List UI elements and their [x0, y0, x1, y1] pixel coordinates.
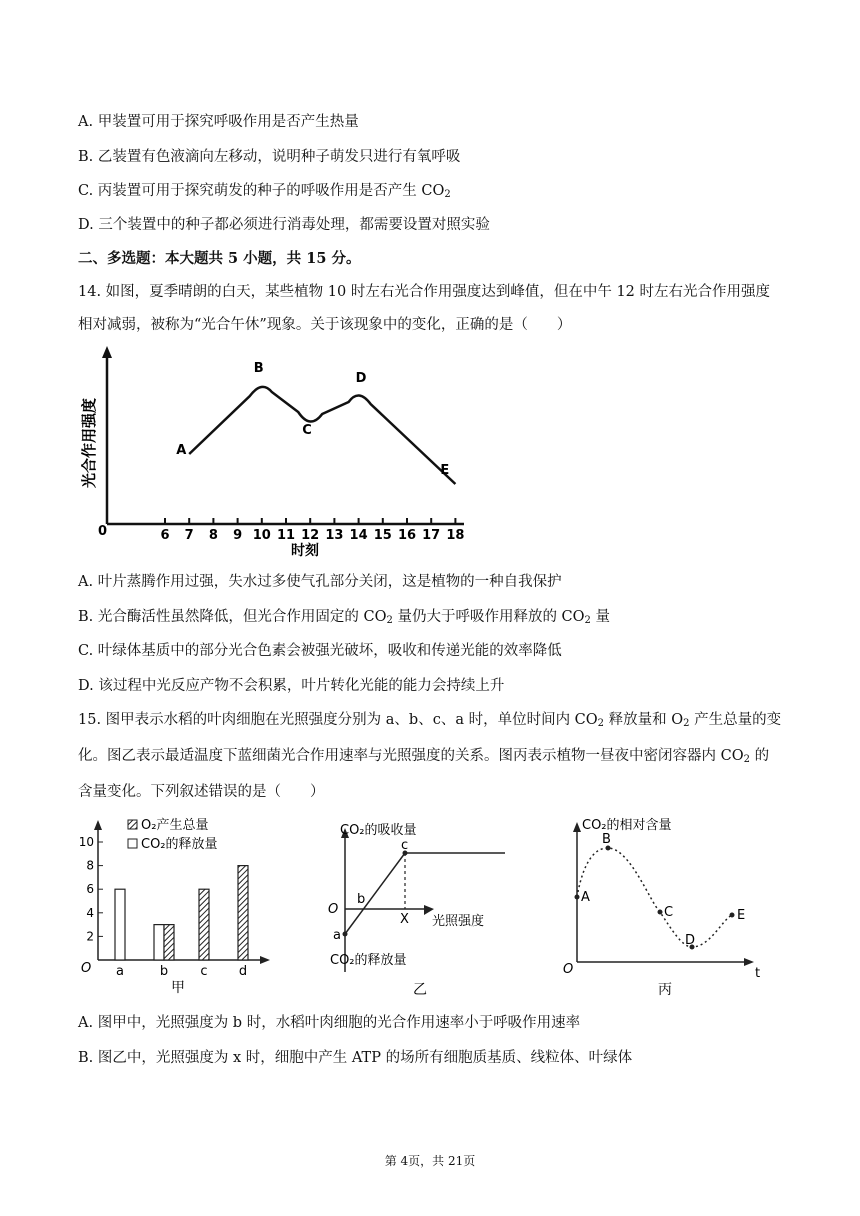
- q14-option-b-part2: 量仍大于呼吸作用释放的 CO: [392, 609, 585, 625]
- label-c: c: [401, 838, 409, 853]
- x-tick-label: 11: [276, 528, 296, 543]
- q15-stem: [78, 704, 783, 809]
- point-label-E: E: [440, 463, 450, 478]
- sub-2: 2: [386, 615, 393, 626]
- point-label-D: D: [355, 371, 367, 386]
- q15-stem-part3: 产生总量的变化。图乙表示最适温度下蓝细菌光合作用速率与光照强度的关系。图丙表示植物一昼夜中密闭容器内 CO: [78, 712, 782, 764]
- x-tick-label: 9: [233, 528, 243, 543]
- x-label-b: b: [159, 964, 169, 979]
- q13-option-d: D. 三个装置中的种子都必须进行消毒处理，都需要设置对照实验: [78, 217, 490, 233]
- q13-option-a: A. 甲装置可用于探究呼吸作用是否产生热量: [78, 114, 359, 130]
- x-tick-label: 15: [373, 528, 392, 543]
- label-a: a: [333, 928, 341, 943]
- y-tick-label: 10: [78, 835, 94, 849]
- bing-curve: [577, 848, 732, 947]
- q13-option-b: B. 乙装置有色液滴向左移动，说明种子萌发只进行有氧呼吸: [78, 149, 461, 165]
- yi-rising-line: [345, 853, 405, 934]
- q15-stem-part4: 的含量变化。下列叙述错误的是（ ）: [78, 748, 770, 800]
- x-axis-label: 时刻: [291, 543, 319, 559]
- x-tick-label: 17: [422, 528, 441, 543]
- q14-option-a: A. 叶片蒸腾作用过强，失水过多使气孔部分关闭，这是植物的一种自我保护: [78, 574, 562, 590]
- label-C: C: [664, 905, 674, 920]
- caption-bing: 丙: [658, 982, 672, 998]
- label-b: b: [357, 892, 366, 907]
- yi-ylabel-bottom: CO₂的释放量: [330, 953, 407, 968]
- bar-co2-a: [115, 889, 125, 960]
- y-tick-label: 4: [86, 905, 94, 920]
- x-tick-label: 13: [325, 528, 344, 543]
- x-label-c: c: [200, 964, 208, 979]
- origin-label: O: [81, 961, 92, 976]
- point-label-B: B: [253, 361, 264, 376]
- legend-co2: CO₂的释放量: [141, 837, 218, 852]
- bing-ylabel: CO₂的相对含量: [582, 818, 672, 833]
- point-a: [343, 932, 348, 937]
- x-tick-label: 10: [252, 528, 271, 543]
- sub-2: 2: [597, 718, 605, 729]
- bing-xlabel: t: [755, 966, 761, 981]
- point-C: [658, 910, 663, 915]
- bar-o2-d: [238, 866, 248, 960]
- q14-option-b-part3: 量: [590, 609, 611, 625]
- bar-o2-c: [199, 889, 209, 960]
- label-D: D: [685, 933, 696, 948]
- caption-yi: 乙: [413, 982, 427, 998]
- origin-label: O: [563, 962, 574, 977]
- q13-option-c: [78, 181, 451, 205]
- photosynthesis-curve: [189, 387, 455, 484]
- fig-yi: [320, 812, 520, 1002]
- caption-jia: 甲: [171, 980, 185, 996]
- y-tick-label: 2: [86, 929, 94, 944]
- point-label-A: A: [176, 443, 187, 458]
- q14-option-c: C. 叶绿体基质中的部分光合色素会被强光破坏，吸收和传递光能的效率降低: [78, 643, 562, 659]
- section-title: 二、多选题：本大题共 5 小题，共 15 分。: [78, 250, 361, 267]
- yi-ylabel-top: CO₂的吸收量: [340, 823, 417, 838]
- label-A: A: [581, 890, 590, 905]
- bar-o2-b: [164, 925, 174, 960]
- q14-chart: [80, 340, 480, 560]
- x-tick-label: 16: [397, 528, 417, 543]
- x-tick-label: 18: [446, 528, 465, 543]
- point-label-C: C: [302, 423, 312, 438]
- bar-co2-b: [154, 925, 164, 960]
- page-footer: 第 4页，共 21页: [384, 1154, 476, 1168]
- q14-stem: 14. 如图，夏季晴朗的白天，某些植物 10 时左右光合作用强度达到峰值，但在中午 12 时左右光合作用强度相对减弱，被称为“光合午休”现象。关于该现象中的变化，正确的是（ ）: [78, 284, 771, 333]
- q15-stem-part1: 15. 图甲表示水稻的叶肉细胞在光照强度分别为 a、b、c、a 时，单位时间内 CO: [78, 712, 598, 728]
- origin-label: 0: [98, 524, 108, 539]
- y-axis-arrow: [94, 820, 102, 830]
- origin-label: O: [328, 902, 339, 917]
- fig-jia: [78, 812, 278, 1002]
- y-axis-arrow: [102, 346, 112, 358]
- legend-swatch-o2: [128, 820, 137, 829]
- legend-swatch-co2: [128, 839, 137, 848]
- x-tick-label: 7: [184, 528, 194, 543]
- point-A: [575, 895, 580, 900]
- x-label-d: d: [238, 964, 248, 979]
- x-tick-label: 14: [349, 528, 368, 543]
- y-axis-label: 光合作用强度: [80, 397, 98, 488]
- y-tick-label: 6: [86, 882, 94, 897]
- label-x: X: [400, 912, 409, 927]
- q14-option-b: [78, 607, 610, 631]
- x-axis-arrow: [260, 956, 270, 964]
- x-tick-label: 8: [208, 528, 218, 543]
- y-axis-arrow: [573, 822, 581, 832]
- q15-option-a: A. 图甲中，光照强度为 b 时，水稻叶肉细胞的光合作用速率小于呼吸作用速率: [78, 1015, 581, 1031]
- x-tick-label: 12: [301, 528, 320, 543]
- x-tick-label: 6: [160, 528, 170, 543]
- legend-o2: O₂产生总量: [141, 818, 209, 833]
- q15-option-b: B. 图乙中，光照强度为 x 时，细胞中产生 ATP 的场所有细胞质基质、线粒体、叶绿体: [78, 1050, 633, 1066]
- q14-option-b-part1: B. 光合酶活性虽然降低，但光合作用固定的 CO: [78, 609, 387, 625]
- label-B: B: [602, 832, 611, 847]
- sub-2: 2: [584, 615, 591, 626]
- q13-option-c-text: C. 丙装置可用于探究萌发的种子的呼吸作用是否产生 CO: [78, 183, 445, 199]
- q14-option-d: D. 该过程中光反应产物不会积累，叶片转化光能的能力会持续上升: [78, 678, 505, 694]
- sub-2: 2: [683, 718, 690, 729]
- y-tick-label: 8: [86, 858, 94, 873]
- x-axis-arrow: [744, 958, 754, 966]
- fig-bing: [560, 812, 780, 1002]
- sub-2: 2: [743, 754, 750, 765]
- point-E: [730, 913, 735, 918]
- label-E: E: [737, 908, 746, 923]
- sub-2: 2: [444, 189, 451, 200]
- q15-stem-part2: 释放量和 O: [604, 712, 684, 728]
- yi-xlabel: 光照强度: [432, 914, 485, 929]
- x-label-a: a: [116, 964, 124, 979]
